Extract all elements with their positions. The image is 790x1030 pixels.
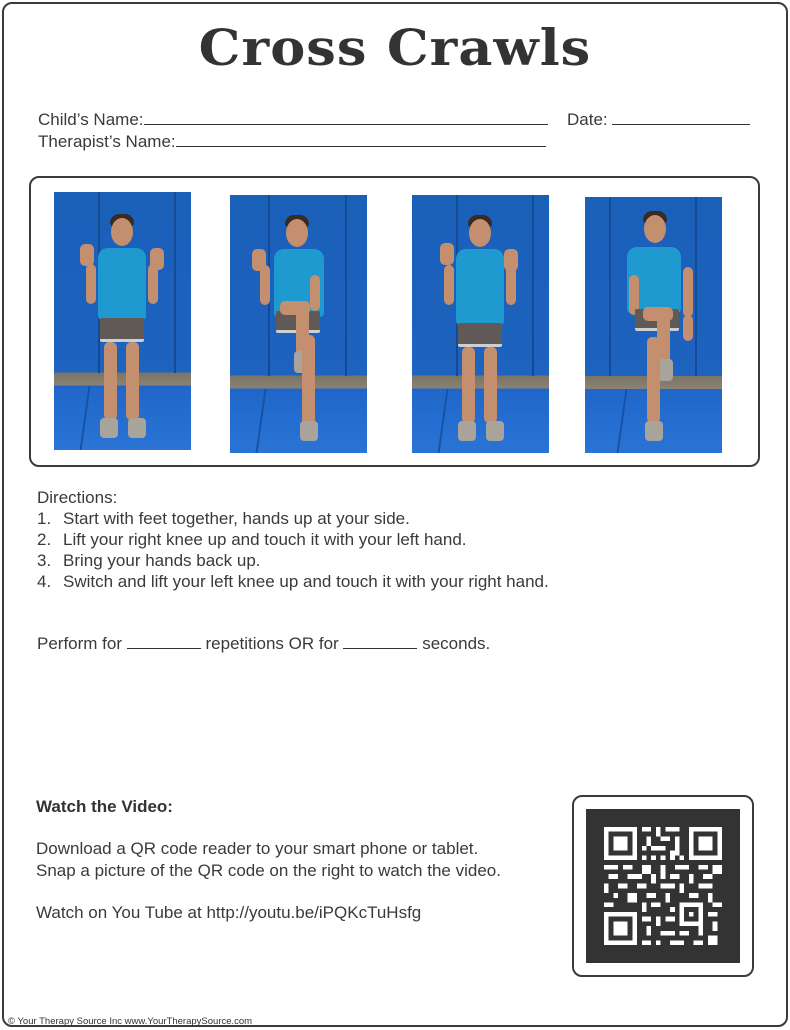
perform-instruction [37,634,490,654]
therapist-name-field[interactable] [176,133,546,147]
therapist-name-row [38,132,546,152]
video-instruction-1: Download a QR code reader to your smart phone or tablet. [36,839,479,858]
exercise-photo-1 [54,192,191,450]
footer-copyright: © Your Therapy Source Inc www.YourTherapySource.com [8,1016,253,1027]
date-label: Date: [567,110,608,129]
qr-code[interactable] [586,809,740,963]
exercise-photo-2 [230,195,367,453]
directions [37,487,549,592]
date-field[interactable] [612,111,750,125]
youtube-link[interactable]: Watch on You Tube at http://youtu.be/iPQKcTuHsfg [36,903,422,922]
date-row [567,110,750,130]
seconds-blank[interactable] [343,635,417,649]
repetitions-blank[interactable] [127,635,201,649]
direction-step: 2. Lift your right knee up and touch it with your left hand. [37,530,467,549]
exercise-photo-3 [412,195,549,453]
exercise-photo-4 [585,197,722,453]
direction-step: 3. Bring your hands back up. [37,551,261,570]
child-name-field[interactable] [144,111,548,125]
direction-step: 4. Switch and lift your left knee up and touch it with your right hand. [37,572,549,591]
perform-prefix: Perform for [37,634,123,653]
directions-heading: Directions: [37,488,118,507]
perform-suffix: seconds. [422,634,491,653]
perform-middle: repetitions OR for [205,634,339,653]
qr-code-frame [572,795,754,977]
child-name-row [38,110,548,130]
child-name-label: Child’s Name: [38,110,144,129]
video-instruction-2: Snap a picture of the QR code on the right to watch the video. [36,861,501,880]
qr-code-icon [604,827,722,945]
video-heading: Watch the Video: [36,797,173,816]
therapist-name-label: Therapist’s Name: [38,132,176,151]
direction-step: 1. Start with feet together, hands up at your side. [37,509,410,528]
page-title: Cross Crawls [198,18,592,77]
